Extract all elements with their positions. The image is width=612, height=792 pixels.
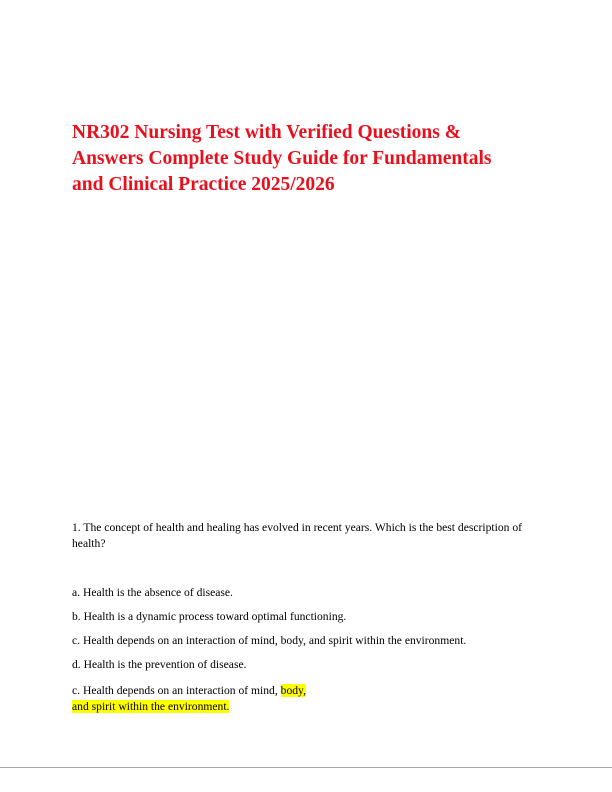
question-text (72, 520, 547, 552)
option-b: b. Health is a dynamic process toward optimal functioning. (72, 610, 347, 623)
answer-highlight-1: body, (280, 684, 306, 697)
answer-line-2 (72, 699, 306, 715)
title-line-2: Answers Complete Study Guide for Fundamentals (72, 148, 492, 169)
answer-line-1 (72, 683, 306, 699)
footer-divider (0, 767, 612, 768)
option-d: d. Health is the prevention of disease. (72, 658, 247, 671)
answer-prefix: c. Health depends on an interaction of mind, (72, 684, 281, 697)
question-line-2: health? (72, 537, 106, 550)
option-a: a. Health is the absence of disease. (72, 586, 233, 599)
title-line-1: NR302 Nursing Test with Verified Questions & (72, 122, 461, 143)
title-line-3: and Clinical Practice 2025/2026 (72, 174, 335, 195)
answer-highlight-2: and spirit within the environment. (72, 700, 230, 713)
option-c: c. Health depends on an interaction of mind, body, and spirit within the environment. (72, 634, 467, 647)
document-title (72, 120, 542, 198)
question-line-1: 1. The concept of health and healing has evolved in recent years. Which is the best description of (72, 521, 522, 534)
answer-text (72, 683, 306, 715)
